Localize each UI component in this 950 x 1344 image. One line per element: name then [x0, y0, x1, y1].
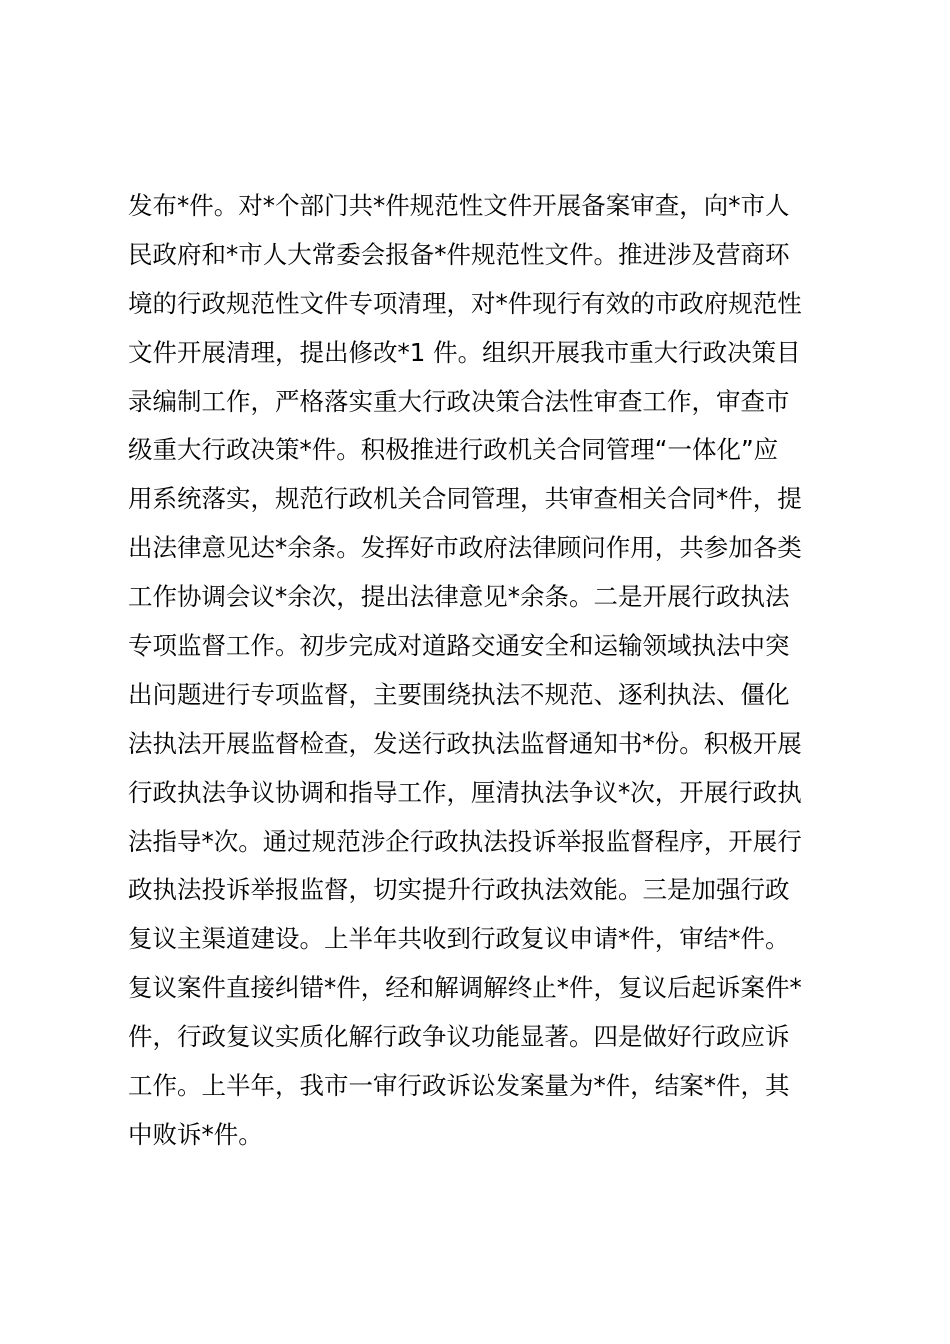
text-line: 复议主渠道建设。上半年共收到行政复议申请*件，审结*件。 [128, 924, 790, 954]
text-line: 出法律意见达*余条。发挥好市政府法律顾问作用，共参加各类 [128, 533, 802, 563]
text-line: 民政府和*市人大常委会报备*件规范性文件。推进涉及营商环 [128, 239, 790, 269]
text-line: 文件开展清理，提出修改*1 件。组织开展我市重大行政决策目 [128, 337, 801, 367]
body-paragraph [128, 182, 848, 1160]
text-line: 工作协调会议*余次，提出法律意见*余条。二是开展行政执法 [128, 582, 790, 612]
text-line: 工作。上半年，我市一审行政诉讼发案量为*件，结案*件，其 [128, 1071, 790, 1101]
text-line: 专项监督工作。初步完成对道路交通安全和运输领域执法中突 [128, 631, 790, 661]
text-line: 件，行政复议实质化解行政争议功能显著。四是做好行政应诉 [128, 1022, 790, 1052]
text-line: 境的行政规范性文件专项清理，对*件现行有效的市政府规范性 [128, 288, 802, 318]
text-line: 行政执法争议协调和指导工作，厘清执法争议*次，开展行政执 [128, 777, 802, 807]
text-line: 政执法投诉举报监督，切实提升行政执法效能。三是加强行政 [128, 875, 790, 905]
text-line: 发布*件。对*个部门共*件规范性文件开展备案审查，向*市人 [128, 191, 790, 220]
text-line: 中败诉*件。 [128, 1119, 263, 1149]
text-line: 法指导*次。通过规范涉企行政执法投诉举报监督程序，开展行 [128, 826, 802, 856]
text-line: 出问题进行专项监督，主要围绕执法不规范、逐利执法、僵化 [128, 679, 790, 709]
text-line: 用系统落实，规范行政机关合同管理，共审查相关合同*件，提 [128, 484, 802, 514]
text-line: 复议案件直接纠错*件，经和解调解终止*件，复议后起诉案件* [128, 973, 802, 1003]
text-line: 级重大行政决策*件。积极推进行政机关合同管理“一体化”应 [128, 435, 779, 465]
text-line: 录编制工作，严格落实重大行政决策合法性审查工作，审查市 [128, 386, 790, 416]
text-line: 法执法开展监督检查，发送行政执法监督通知书*份。积极开展 [128, 728, 802, 758]
